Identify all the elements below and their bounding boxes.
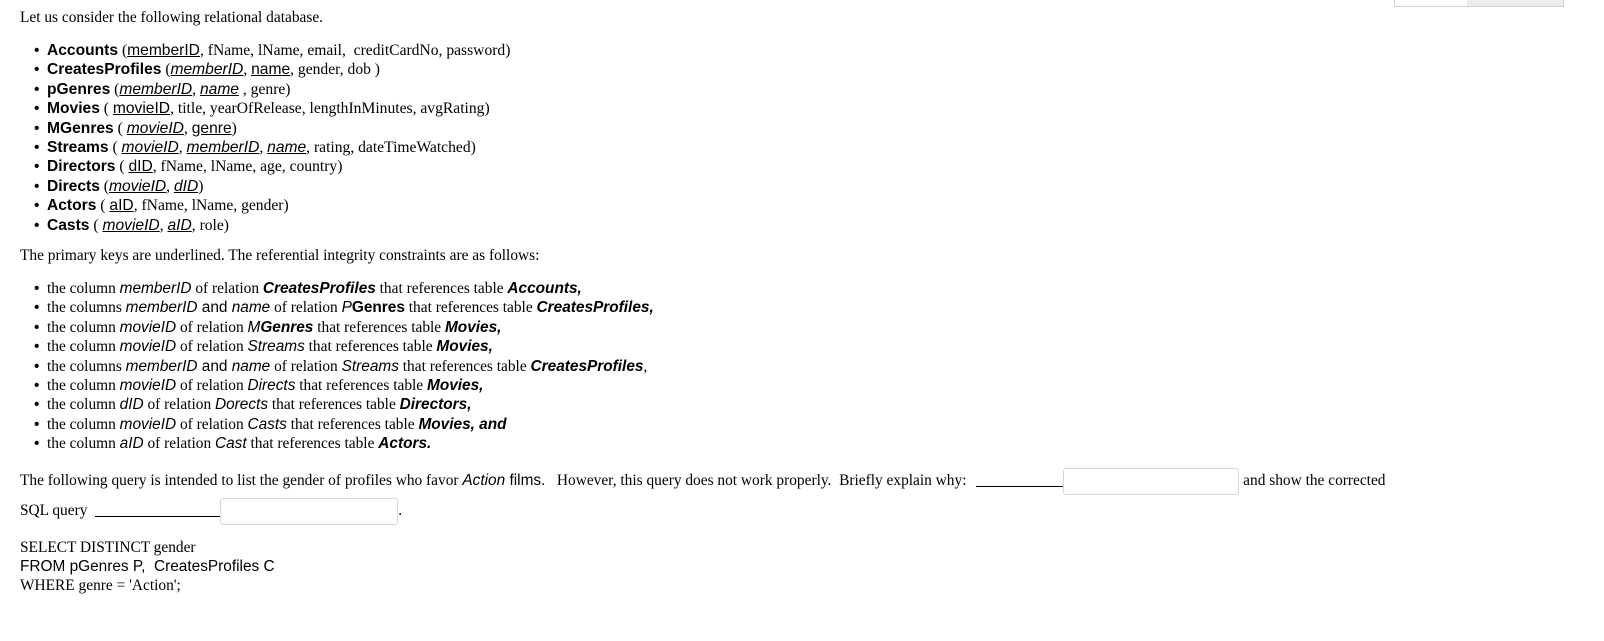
constraint-text: Dorects [215,396,269,414]
constraint-text: the column [47,415,120,433]
constraint-text: aID [119,435,144,453]
constraint-text: P [341,299,352,317]
attribute-text: , role) [191,216,229,234]
constraint-text: that references table [404,299,537,317]
constraint-text: and [197,357,232,375]
blank-line-2 [95,516,220,517]
relation-open-paren: ( [110,80,120,98]
relation-item [47,119,510,138]
constraint-text: Streams [247,338,305,356]
relation-schema-list [47,41,510,235]
relation-name: MGenres [47,119,114,137]
relation-item [47,196,510,215]
relation-open-paren: ( [96,197,110,215]
relation-item [47,41,510,60]
relation-name: Movies [47,100,100,118]
relation-name: CreatesProfiles [47,61,162,79]
constraint-text: of relation [176,415,248,433]
constraint-text: CreatesProfiles, [536,299,654,317]
constraint-text: of relation [191,280,263,297]
question-line-2 [20,498,402,525]
constraint-text: dID [119,396,144,414]
primary-key-attribute: dID [128,158,153,176]
constraint-text: name [231,357,271,375]
constraint-text: memberID [125,299,198,317]
relation-open-paren: ( [99,177,109,195]
primary-key-attribute: movieID [126,119,184,137]
relation-open-paren: ( [89,216,103,234]
constraint-text: that references table [313,318,445,336]
attribute-text: , [166,177,174,195]
question-text-c: and show the corrected [1239,472,1386,490]
sql-query-label: SQL query [20,502,92,520]
relation-open-paren: ( [108,138,122,156]
constraint-text: Actors. [378,435,432,453]
attribute-text: , [183,119,192,137]
constraint-text: and [197,299,232,317]
relation-name: Streams [47,138,109,156]
attribute-text: , [243,61,252,79]
intro-text: Let us consider the following relational database. [20,9,324,26]
relation-item [47,60,510,79]
constraint-text: Movies, [444,318,502,336]
constraint-text: of relation [176,318,248,336]
attribute-text: ) [198,177,204,195]
constraint-item [47,376,654,395]
primary-key-attribute: genre [191,119,232,137]
relation-name: pGenres [47,80,111,98]
constraint-text: the columns [47,357,126,375]
primary-key-note: The primary keys are underlined. The referential integrity constraints are as follows: [20,247,540,264]
constraint-text: Directs [247,376,296,394]
constraint-text: the column [47,376,120,394]
primary-key-attribute: memberID [127,42,200,59]
relation-name: Directs [47,177,100,195]
constraint-text: Casts [247,415,287,433]
constraint-text: Streams [341,357,399,375]
relation-open-paren: ( [118,42,128,59]
constraint-text: that references table [246,435,379,453]
constraint-text: that references table [398,357,531,375]
relation-name: Casts [47,216,90,234]
primary-key-attribute: name [199,80,239,98]
constraint-text: Movies, and [418,415,507,433]
attribute-text: , [192,80,200,98]
attribute-text: ) [231,119,237,137]
primary-key-attribute: movieID [102,216,160,234]
action-word: Action [462,472,506,490]
question-text-b: However, this query does not work properly. Briefly explain why: [545,472,971,490]
attribute-text: , fName, lName, age, country) [152,158,343,176]
constraint-text: M [247,318,261,336]
constraint-text: of relation [176,338,248,356]
relation-open-paren: ( [113,119,127,137]
constraint-text: the column [47,396,120,414]
sql-line-where: WHERE genre = 'Action'; [20,577,181,594]
constraint-text: movieID [119,415,177,433]
constraint-text: that references table [295,376,427,394]
attribute-text: , [259,138,268,156]
primary-key-attribute: movieID [121,138,179,156]
primary-key-attribute: dID [173,177,199,195]
corrected-sql-input[interactable] [220,498,398,525]
relation-open-paren: ( [115,158,129,176]
attribute-text: , fName, lName, email, creditCardNo, password) [199,42,511,59]
constraint-text: the column [47,435,120,453]
attribute-text: , [178,138,187,156]
constraint-text: that references table [268,396,400,414]
constraint-text: movieID [119,318,177,336]
primary-key-attribute: aID [167,216,192,234]
relation-item [47,216,510,235]
constraint-text: the columns [47,299,126,317]
constraint-text: that references table [375,280,508,297]
relation-name: Accounts [47,42,119,59]
attribute-text: , gender, dob ) [290,61,381,79]
relation-item [47,80,510,99]
constraint-text: of relation [270,357,342,375]
constraint-text: name [231,299,271,317]
constraint-text: the column [47,280,120,297]
attribute-text: , genre) [238,80,291,98]
constraint-text: Accounts, [507,280,582,297]
constraint-text: of relation [270,299,342,317]
primary-key-attribute: aID [109,197,134,215]
attribute-text: , [159,216,168,234]
films-word: films. [505,472,546,490]
constraint-text: movieID [119,376,177,394]
relation-open-paren: ( [99,100,113,118]
constraint-item [47,415,654,434]
relation-open-paren: ( [161,61,171,79]
primary-key-attribute: movieID [112,100,171,118]
constraint-text: Cast [215,435,247,453]
relation-item [47,99,510,118]
relation-item [47,138,510,157]
constraint-text: movieID [119,338,177,356]
constraint-text: the column [47,318,120,336]
primary-key-attribute: movieID [108,177,167,195]
primary-key-attribute: name [251,61,291,79]
constraint-item [47,318,654,337]
constraint-text: Movies, [427,376,484,394]
constraint-item [47,395,654,414]
relation-name: Directors [47,158,116,176]
constraint-text: the column [47,338,120,356]
constraint-item [47,357,654,376]
top-right-widget [1394,0,1564,7]
constraint-text: memberID [125,357,198,375]
question-line-1 [20,468,1586,495]
sql-line-select: SELECT DISTINCT gender [20,539,196,556]
constraint-text: , [643,357,648,375]
relation-name: Actors [47,197,97,215]
primary-key-attribute: name [267,138,307,156]
constraint-item [47,434,654,453]
constraint-text: of relation [143,396,215,414]
constraint-text: CreatesProfiles [262,280,376,297]
constraint-text: memberID [119,280,192,297]
sql-line-from: FROM pGenres P, CreatesProfiles C [20,558,275,575]
constraint-text: Genres [260,318,314,336]
constraint-text: CreatesProfiles [530,357,644,375]
constraint-text: that references table [286,415,419,433]
constraint-text: that references table [304,338,437,356]
attribute-text: , fName, lName, gender) [133,197,289,215]
constraint-text: Movies, [436,338,493,356]
constraint-item [47,298,654,317]
relation-item [47,177,510,196]
sql-query-block [20,538,275,595]
attribute-text: , title, yearOfRelease, lengthInMinutes, avgRating) [170,100,490,118]
constraint-text: of relation [143,435,215,453]
question-text-a: The following query is intended to list the gender of profiles who favor [20,472,463,490]
primary-key-attribute: memberID [170,61,244,79]
constraint-text: Directors, [399,396,472,414]
primary-key-attribute: memberID [119,80,193,98]
constraint-text: of relation [176,376,248,394]
primary-key-attribute: memberID [186,138,260,156]
top-right-widget-segment [1467,0,1563,6]
line2-period: . [398,502,403,520]
constraint-item [47,279,654,298]
attribute-text: , rating, dateTimeWatched) [306,138,476,156]
constraint-text: Genres [351,299,405,317]
explanation-answer-input[interactable] [1063,468,1239,495]
constraint-item [47,337,654,356]
relation-item [47,157,510,176]
blank-line-1 [976,486,1063,487]
constraint-list [47,279,654,454]
